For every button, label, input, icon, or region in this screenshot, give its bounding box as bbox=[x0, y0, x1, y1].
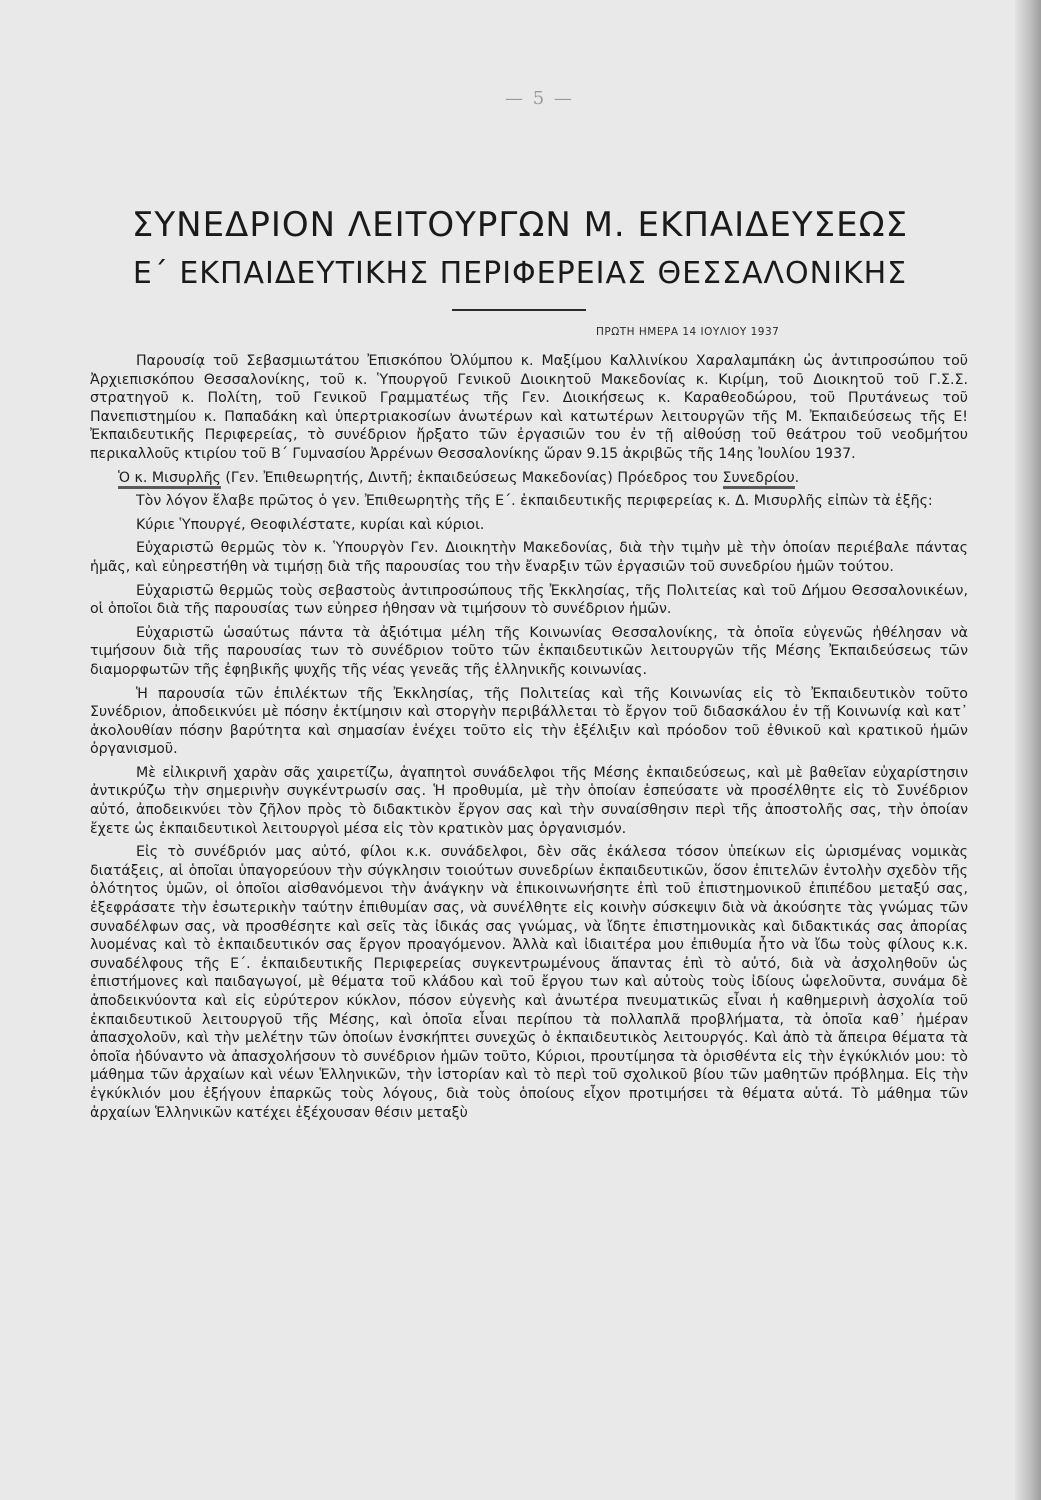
page-edge-shadow bbox=[1015, 0, 1041, 1500]
paragraph-thanks-society: Εὐχαριστῶ ὡσαύτως πάντα τὰ ἀξιότιμα μέλη τῆς Κοινωνίας Θεσσαλονίκης, τὰ ὁποῖα εὐγενῶς ἠθέλησαν νὰ τιμήσουν διὰ τῆς παρουσίας των τὸ συνέδριον τοῦτο τῶν ἐκπαιδευτικῶν λειτουργῶν τῆς Μέσης Ἐκπαιδεύσεως τῶν διαμορφωτῶν τῆς ἐφηβικῆς ψυχῆς τῆς νέας γενεᾶς τῆς ἑλληνικῆς κοινωνίας. bbox=[90, 624, 968, 678]
page-number: — 5 — bbox=[505, 88, 574, 109]
body-text bbox=[90, 352, 968, 1127]
paragraph-purpose: Εἰς τὸ συνέδριόν μας αὐτό, φίλοι κ.κ. συνάδελφοι, δὲν σᾶς ἐκάλεσα τόσον ὑπείκων εἰς ὡρισμένας νομικὰς διατάξεις, αἱ ὁποῖαι ὑπαγορεύουν τὴν σύγκλησιν τοιούτων συνεδρίων ἐκπαιδευτικῶν, ὅσον ἐπιτελῶν ἐντολὴν σχεδὸν τῆς ὁλότητος ὑμῶν, οἱ ὁποῖοι αἰσθανόμενοι τὴν ἀνάγκην νὰ ἐπικοινωνήσητε ἐπὶ τοῦ ἐπιστημονικοῦ ἐπιπέδου μεταξύ σας, ἐξεφράσατε τὴν ἐσωτερικὴν ταύτην ἐπιθυμίαν σας, νὰ συνέλθητε εἰς κοινὴν σύσκεψιν διὰ νὰ ἀκούσητε τὰς γνώμας τῶν συναδέλφων σας, νὰ προσθέσητε καὶ σεῖς τὰς ἰδικάς σας γνώμας, νὰ ἴδητε ἐπιστημονικὰς καὶ διδακτικάς σας ἀπορίας λυομένας καὶ τὸ ἐκπαιδευτικόν σας ἔργον προαγόμενον. Ἀλλὰ καὶ ἰδιαιτέρα μου ἐπιθυμία ἦτο νὰ ἴδω τοὺς φίλους κ.κ. συναδέλφους τῆς Ε΄. ἐκπαιδευτικῆς Περιφερείας συγκεντρωμένους ἅπαντας ἐπὶ τὸ αὐτό, διὰ νὰ ἀσχοληθοῦν ὡς ἐπιστήμονες καὶ παιδαγωγοί, μὲ θέματα τοῦ κλάδου καὶ τοῦ ἔργου των καὶ αὐτοὺς τοὺς ἰδίους ὠφελοῦντα, συνάμα δὲ ἀποδεικνύοντα καὶ εἰς εὐρύτερον κύκλον, πόσον εὐγενὴς καὶ ἀνωτέρα πνευματικῶς εἶναι ἡ καθημερινὴ ἀσχολία τοῦ ἐκπαιδευτικοῦ λειτουργοῦ τῆς Μέσης, καὶ ὁποῖα εἶναι περίπου τὰ πολλαπλᾶ προβλήματα, τὰ ὁποῖα καθ᾽ ἡμέραν ἀπασχολοῦν, καὶ τὴν μελέτην τῶν ὁποίων ἐνσκήπτει συνεχῶς ὁ ἐκπαιδευτικὸς λειτουργός. Καὶ ἀπὸ τὰ ἄπειρα θέματα τὰ ὁποῖα ἠδύναντο νὰ ἀπασχολήσουν τὸ συνέδριον ἡμῶν τοῦτο, Κύριοι, προυτίμησα τὰ ὁρισθέντα εἰς τὴν ἐγκύκλιόν μου: τὸ μάθημα τῶν ἀρχαίων καὶ νέων Ἑλληνικῶν, τὴν ἱστορίαν καὶ τὸ περὶ τοῦ σχολικοῦ βίου τῶν μαθητῶν πρόβλημα. Εἰς τὴν ἐγκύκλιόν μου ἐξήγουν ἐπαρκῶς τοὺς λόγους, διὰ τοὺς ὁποίους εἶχον προτιμήσει τὰ θέματα αὐτά. Τὸ μάθημα τῶν ἀρχαίων Ἑλληνικῶν κατέχει ἐξέχουσαν θέσιν μεταξὺ bbox=[90, 844, 968, 1121]
session-date: ΠΡΩΤΗ ΗΜΕΡΑ 14 ΙΟΥΛΙΟΥ 1937 bbox=[596, 326, 780, 338]
document-title-line-2: Ε΄ ΕΚΠΑΙΔΕΥΤΙΚΗΣ ΠΕΡΙΦΕΡΕΙΑΣ ΘΕΣΣΑΛΟΝΙΚΗΣ bbox=[132, 256, 908, 291]
paragraph-salutation: Κύριε Ὑπουργέ, Θεοφιλέστατε, κυρίαι καὶ κύριοι. bbox=[136, 516, 485, 533]
paragraph-thanks-representatives: Εὐχαριστῶ θερμῶς τοὺς σεβαστοὺς ἀντιπροσώπους τῆς Ἐκκλησίας, τῆς Πολιτείας καὶ τοῦ Δήμου Θεσσαλονικέων, οἱ ὁποῖοι διὰ τῆς παρουσίας των εὐηρεσ ἡθησαν νὰ τιμήσουν τὸ συνέδριον ἡμῶν. bbox=[90, 582, 968, 618]
paragraph-opening: Παρουσίᾳ τοῦ Σεβασμιωτάτου Ἐπισκόπου Ὀλύμπου κ. Μαξίμου Καλλινίκου Χαραλαμπάκη ὡς ἀντιπροσώπου τοῦ Ἀρχιεπισκόπου Θεσσαλονίκης, τοῦ κ. Ὑπουργοῦ Γενικοῦ Διοικητοῦ Μακεδονίας κ. Κιρίμη, τοῦ Διοικητοῦ τοῦ Γ.Σ.Σ. στρατηγοῦ κ. Πολίτη, τοῦ Γενικοῦ Γραμματέως τῆς Γεν. Διοικήσεως κ. Καραθεοδώρου, τοῦ Πρυτάνεως τοῦ Πανεπιστημίου κ. Παπαδάκη καὶ ὑπερτριακοσίων ἀνωτέρων καὶ κατωτέρων λειτουργῶν τῆς Μ. Ἐκπαιδεύσεως τῆς Ε! Ἐκπαιδευτικῆς Περιφερείας, τὸ συνέδριον ἤρξατο τῶν ἐργασιῶν του ἐν τῇ αἰθούσῃ τοῦ θεάτρου τοῦ νεοδμήτου περικαλλοῦς κτιρίου τοῦ Β΄ Γυμνασίου Ἀρρένων Θεσσαλονίκης ὥραν 9.15 ἀκριβῶς τῆς 14ης Ἰουλίου 1937. bbox=[90, 353, 968, 462]
paragraph-greeting-colleagues: Μὲ εἰλικρινῆ χαρὰν σᾶς χαιρετίζω, ἀγαπητοὶ συνάδελφοι τῆς Μέσης ἐκπαιδεύσεως, καὶ μὲ βαθεῖαν εὐχαρίστησιν ἀντικρύζω τὴν σημερινὴν συγκέντρωσίν σας. Ἡ προθυμία, μὲ τὴν ὁποίαν ἐσπεύσατε νὰ προσέλθητε εἰς τὸ Συνέδριον αὐτό, ἀποδεικνύει τὸν ζῆλον πρὸς τὸ διδακτικὸν ἔργον σας καὶ τὴν συναίσθησιν περὶ τῆς ἀποστολῆς σας, τὴν ὁποίαν ἔχετε ὡς ἐκπαιδευτικοὶ λειτουργοὶ μέσα εἰς τὸν κρατικὸν μας ὀργανισμόν. bbox=[90, 764, 968, 837]
chair-name-underlined: Ὁ κ. Μισυρλῆς bbox=[118, 470, 221, 489]
paragraph-chair bbox=[90, 469, 968, 488]
chair-role: (Γεν. Ἐπιθεωρητής, Διντῆ; ἐκπαιδεύσεως Μακεδονίας) Πρόεδρος του bbox=[220, 469, 723, 486]
document-title-line-1: ΣΥΝΕΔΡΙΟΝ ΛΕΙΤΟΥΡΓΩΝ Μ. ΕΚΠΑΙΔΕΥΣΕΩΣ bbox=[131, 205, 909, 245]
title-divider bbox=[452, 309, 586, 311]
chair-congress-underlined: Συνεδρίου bbox=[723, 470, 795, 489]
chair-end: . bbox=[794, 469, 800, 486]
paragraph-presence: Ἡ παρουσία τῶν ἐπιλέκτων τῆς Ἐκκλησίας, τῆς Πολιτείας καὶ τῆς Κοινωνίας εἰς τὸ Ἐκπαιδευτικὸν τοῦτο Συνέδριον, ἀποδεικνύει μὲ πόσην ἐκτίμησιν καὶ στοργὴν περιβάλλεται τὸ ἔργον τοῦ διδασκάλου ἐν τῇ Κοινωνίᾳ καὶ κατ᾽ ἀκολουθίαν πόσην βαρύτητα καὶ σημασίαν ἐνέχει τοῦτο εἰς τὴν ἐξέλιξιν καὶ πρόοδον τοῦ ἐθνικοῦ καὶ κρατικοῦ ἡμῶν ὀργανισμοῦ. bbox=[90, 685, 968, 758]
paragraph-speech-intro: Τὸν λόγον ἔλαβε πρῶτος ὁ γεν. Ἐπιθεωρητὴς τῆς Ε΄. ἐκπαιδευτικῆς περιφερείας κ. Δ. Μισυρλῆς εἰπὼν τὰ ἑξῆς: bbox=[136, 493, 933, 510]
paragraph-thanks-minister: Εὐχαριστῶ θερμῶς τὸν κ. Ὑπουργὸν Γεν. Διοικητὴν Μακεδονίας, διὰ τὴν τιμὴν μὲ τὴν ὁποίαν περιέβαλε πάντας ἡμᾶς, καὶ εὐηρεστήθη νὰ τιμήσῃ διὰ τῆς παρουσίας του τὴν ἔναρξιν τῶν ἐργασιῶν τοῦ συνεδρίου ἡμῶν τούτου. bbox=[90, 540, 968, 575]
